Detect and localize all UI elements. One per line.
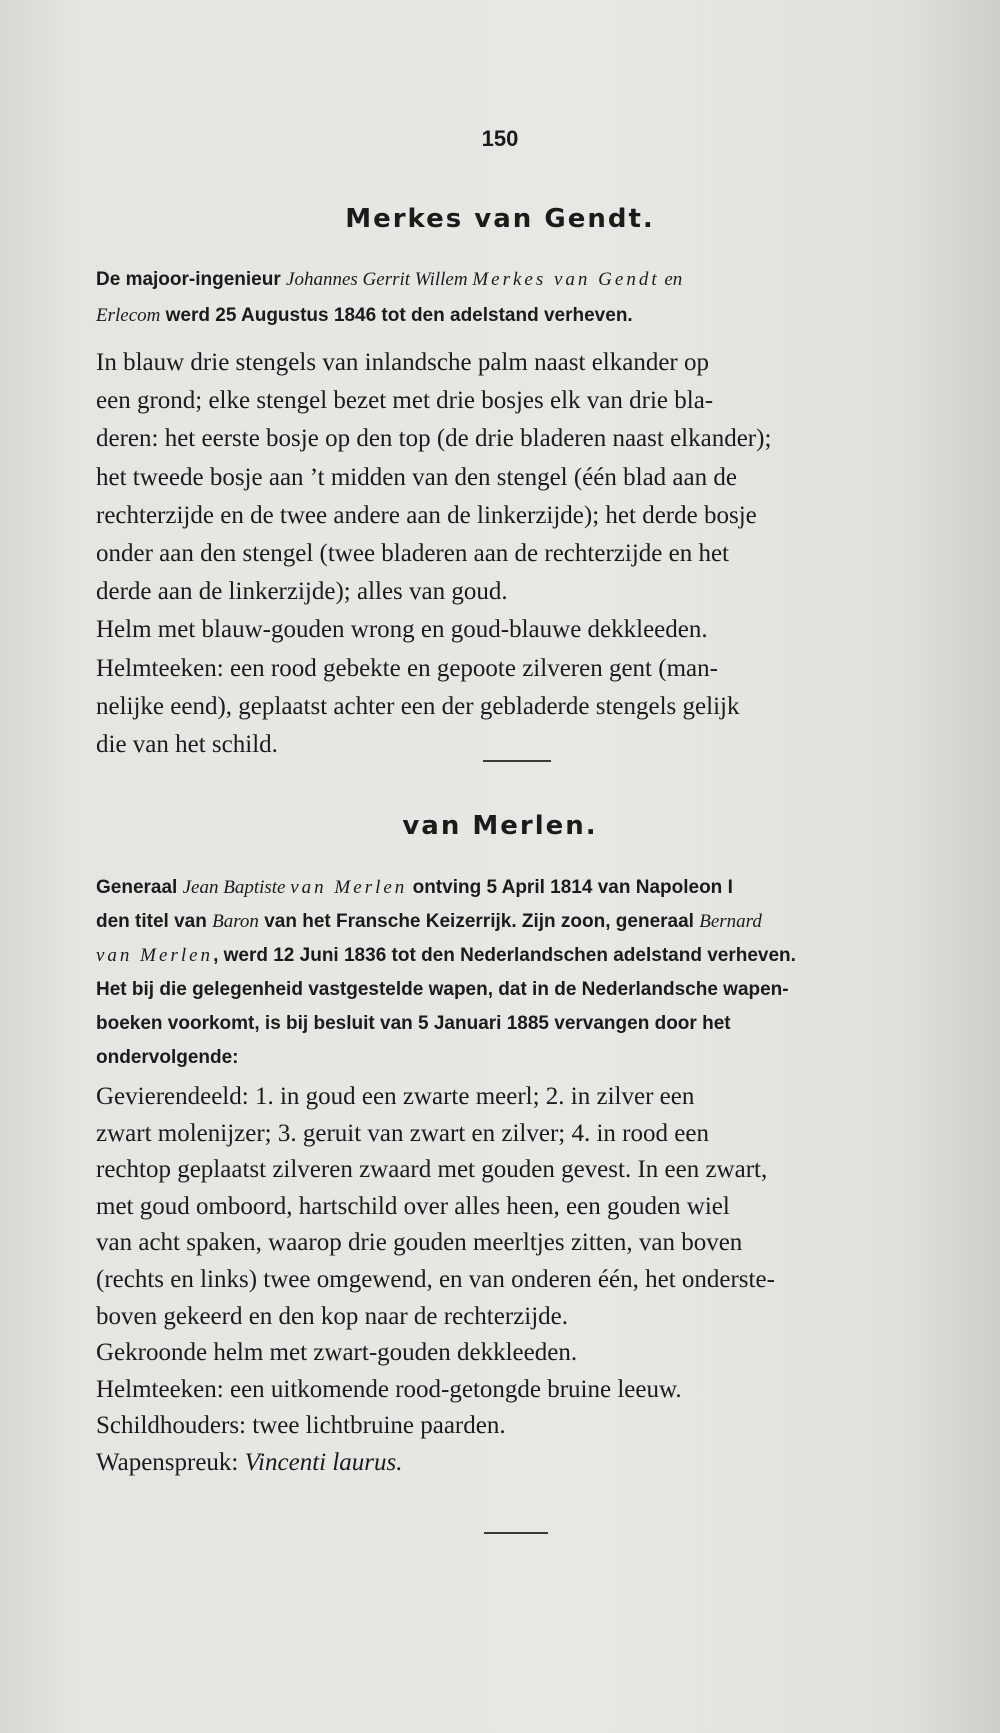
body-line: Helm met blauw-gouden wrong en goud-blauwe dekkleeden. <box>96 616 708 644</box>
body-line: die van het schild. <box>96 731 278 759</box>
intro-line: Generaal Jean Baptiste van Merlen ontving 5 April 1814 van Napoleon I <box>96 877 733 898</box>
section1-body <box>96 344 940 764</box>
body-line: Gevierendeeld: 1. in goud een zwarte meerl; 2. in zilver een <box>96 1083 695 1110</box>
section2-body <box>96 1079 940 1482</box>
section-divider <box>483 760 551 762</box>
intro-line: ondervolgende: <box>96 1047 239 1068</box>
body-line: boven gekeerd en den kop naar de rechterzijde. <box>96 1302 568 1330</box>
page-number: 150 <box>481 126 519 151</box>
body-line: Helmteeken: een uitkomende rood-getongde bruine leeuw. <box>96 1375 682 1403</box>
motto-text: Vincenti laurus. <box>244 1448 403 1476</box>
body-line: het tweede bosje aan ’t midden van den stengel (één blad aan de <box>96 463 737 491</box>
body-line: met goud omboord, hartschild over alles heen, een gouden wiel <box>96 1192 730 1220</box>
motto-label: Wapenspreuk: <box>96 1448 245 1476</box>
section-title-van-merlen: van Merlen. <box>402 811 598 841</box>
body-line: Helmteeken: een rood gebekte en gepoote zilveren gent (man- <box>96 654 718 682</box>
section-divider <box>484 1532 548 1534</box>
intro-line: De majoor-ingenieur Johannes Gerrit Willem Merkes van Gendt en <box>96 269 683 290</box>
intro-line: van Merlen, werd 12 Juni 1836 tot den Nederlandschen adelstand verheven. <box>96 945 796 966</box>
intro-line: den titel van Baron van het Fransche Keizerrijk. Zijn zoon, generaal Bernard <box>96 911 762 932</box>
body-line: In blauw drie stengels van inlandsche palm naast elkander op <box>96 349 710 376</box>
body-line: deren: het eerste bosje op den top (de drie bladeren naast elkander); <box>96 425 772 453</box>
section-title-merkes-van-gendt: Merkes van Gendt. <box>345 204 655 234</box>
body-line: Gekroonde helm met zwart-gouden dekkleeden. <box>96 1339 578 1367</box>
section1-intro <box>96 262 940 334</box>
body-line: van acht spaken, waarop drie gouden meerltjes zitten, van boven <box>96 1229 743 1257</box>
body-line: rechtop geplaatst zilveren zwaard met gouden gevest. In een zwart, <box>96 1156 768 1184</box>
body-line: een grond; elke stengel bezet met drie bosjes elk van drie bla- <box>96 387 714 415</box>
body-line: derde aan de linkerzijde); alles van goud. <box>96 578 508 606</box>
body-line: Schildhouders: twee lichtbruine paarden. <box>96 1412 506 1440</box>
body-line: nelijke eend), geplaatst achter een der gebladerde stengels gelijk <box>96 692 740 720</box>
body-line: zwart molenijzer; 3. geruit van zwart en zilver; 4. in rood een <box>96 1119 709 1147</box>
section2-intro <box>96 871 940 1075</box>
intro-line: Erlecom werd 25 Augustus 1846 tot den adelstand verheven. <box>96 305 633 326</box>
motto-line <box>96 1445 940 1482</box>
body-line: rechterzijde en de twee andere aan de linkerzijde); het derde bosje <box>96 501 757 529</box>
intro-line: Het bij die gelegenheid vastgestelde wapen, dat in de Nederlandsche wapen- <box>96 979 789 1000</box>
intro-line: boeken voorkomt, is bij besluit van 5 Januari 1885 vervangen door het <box>96 1013 731 1034</box>
body-line: (rechts en links) twee omgewend, en van onderen één, het onderste- <box>96 1265 775 1293</box>
body-line: onder aan den stengel (twee bladeren aan de rechterzijde en het <box>96 540 729 568</box>
